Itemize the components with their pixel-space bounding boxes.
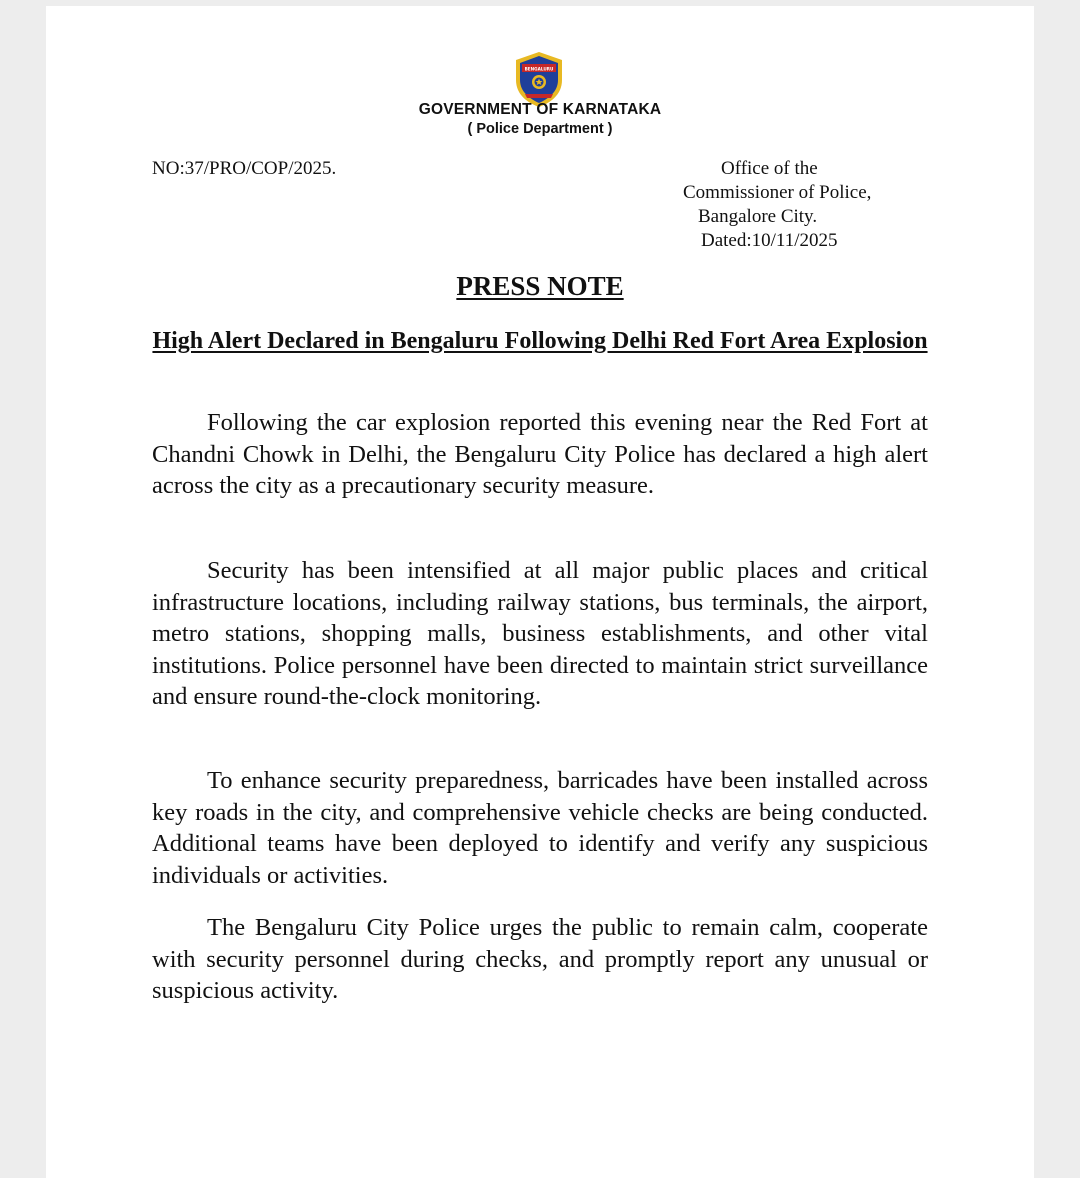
body-paragraph-1: Following the car explosion reported this evening near the Red Fort at Chandni Chowk in Delhi, the Bengaluru City Police has declared a high alert across the city as a precautionary security measure. xyxy=(152,409,928,499)
department-name: ( Police Department ) xyxy=(467,121,613,137)
body-paragraph-2: Security has been intensified at all major public places and critical infrastructure locations, including railway stations, bus terminals, the airport, metro stations, shopping malls, business establishments, and other vital institutions. Police personnel have been directed to maintain strict surveillance and ensure round-the-clock monitoring. xyxy=(152,557,928,710)
government-title: GOVERNMENT OF KARNATAKA xyxy=(418,101,662,118)
reference-number: NO:37/PRO/COP/2025. xyxy=(152,158,337,179)
office-line-2: Commissioner of Police, xyxy=(683,182,872,203)
office-line-1: Office of the xyxy=(721,158,818,179)
press-note-headline: High Alert Declared in Bengaluru Following Delhi Red Fort Area Explosion xyxy=(152,328,928,354)
office-line-3: Bangalore City. xyxy=(698,206,818,227)
dated-line: Dated:10/11/2025 xyxy=(701,230,838,251)
police-emblem-icon xyxy=(512,50,566,108)
press-note-title: PRESS NOTE xyxy=(456,271,624,301)
body-paragraph-4: The Bengaluru City Police urges the public to remain calm, cooperate with security personnel during checks, and promptly report any unusual or suspicious activity. xyxy=(152,914,928,1004)
svg-text:BENGALURU: BENGALURU xyxy=(524,66,554,72)
body-paragraph-3: To enhance security preparedness, barricades have been installed across key roads in the city, and comprehensive vehicle checks are being conducted. Additional teams have been deployed to identify and verify any suspicious individuals or activities. xyxy=(152,767,928,889)
document-page xyxy=(46,6,1034,1178)
